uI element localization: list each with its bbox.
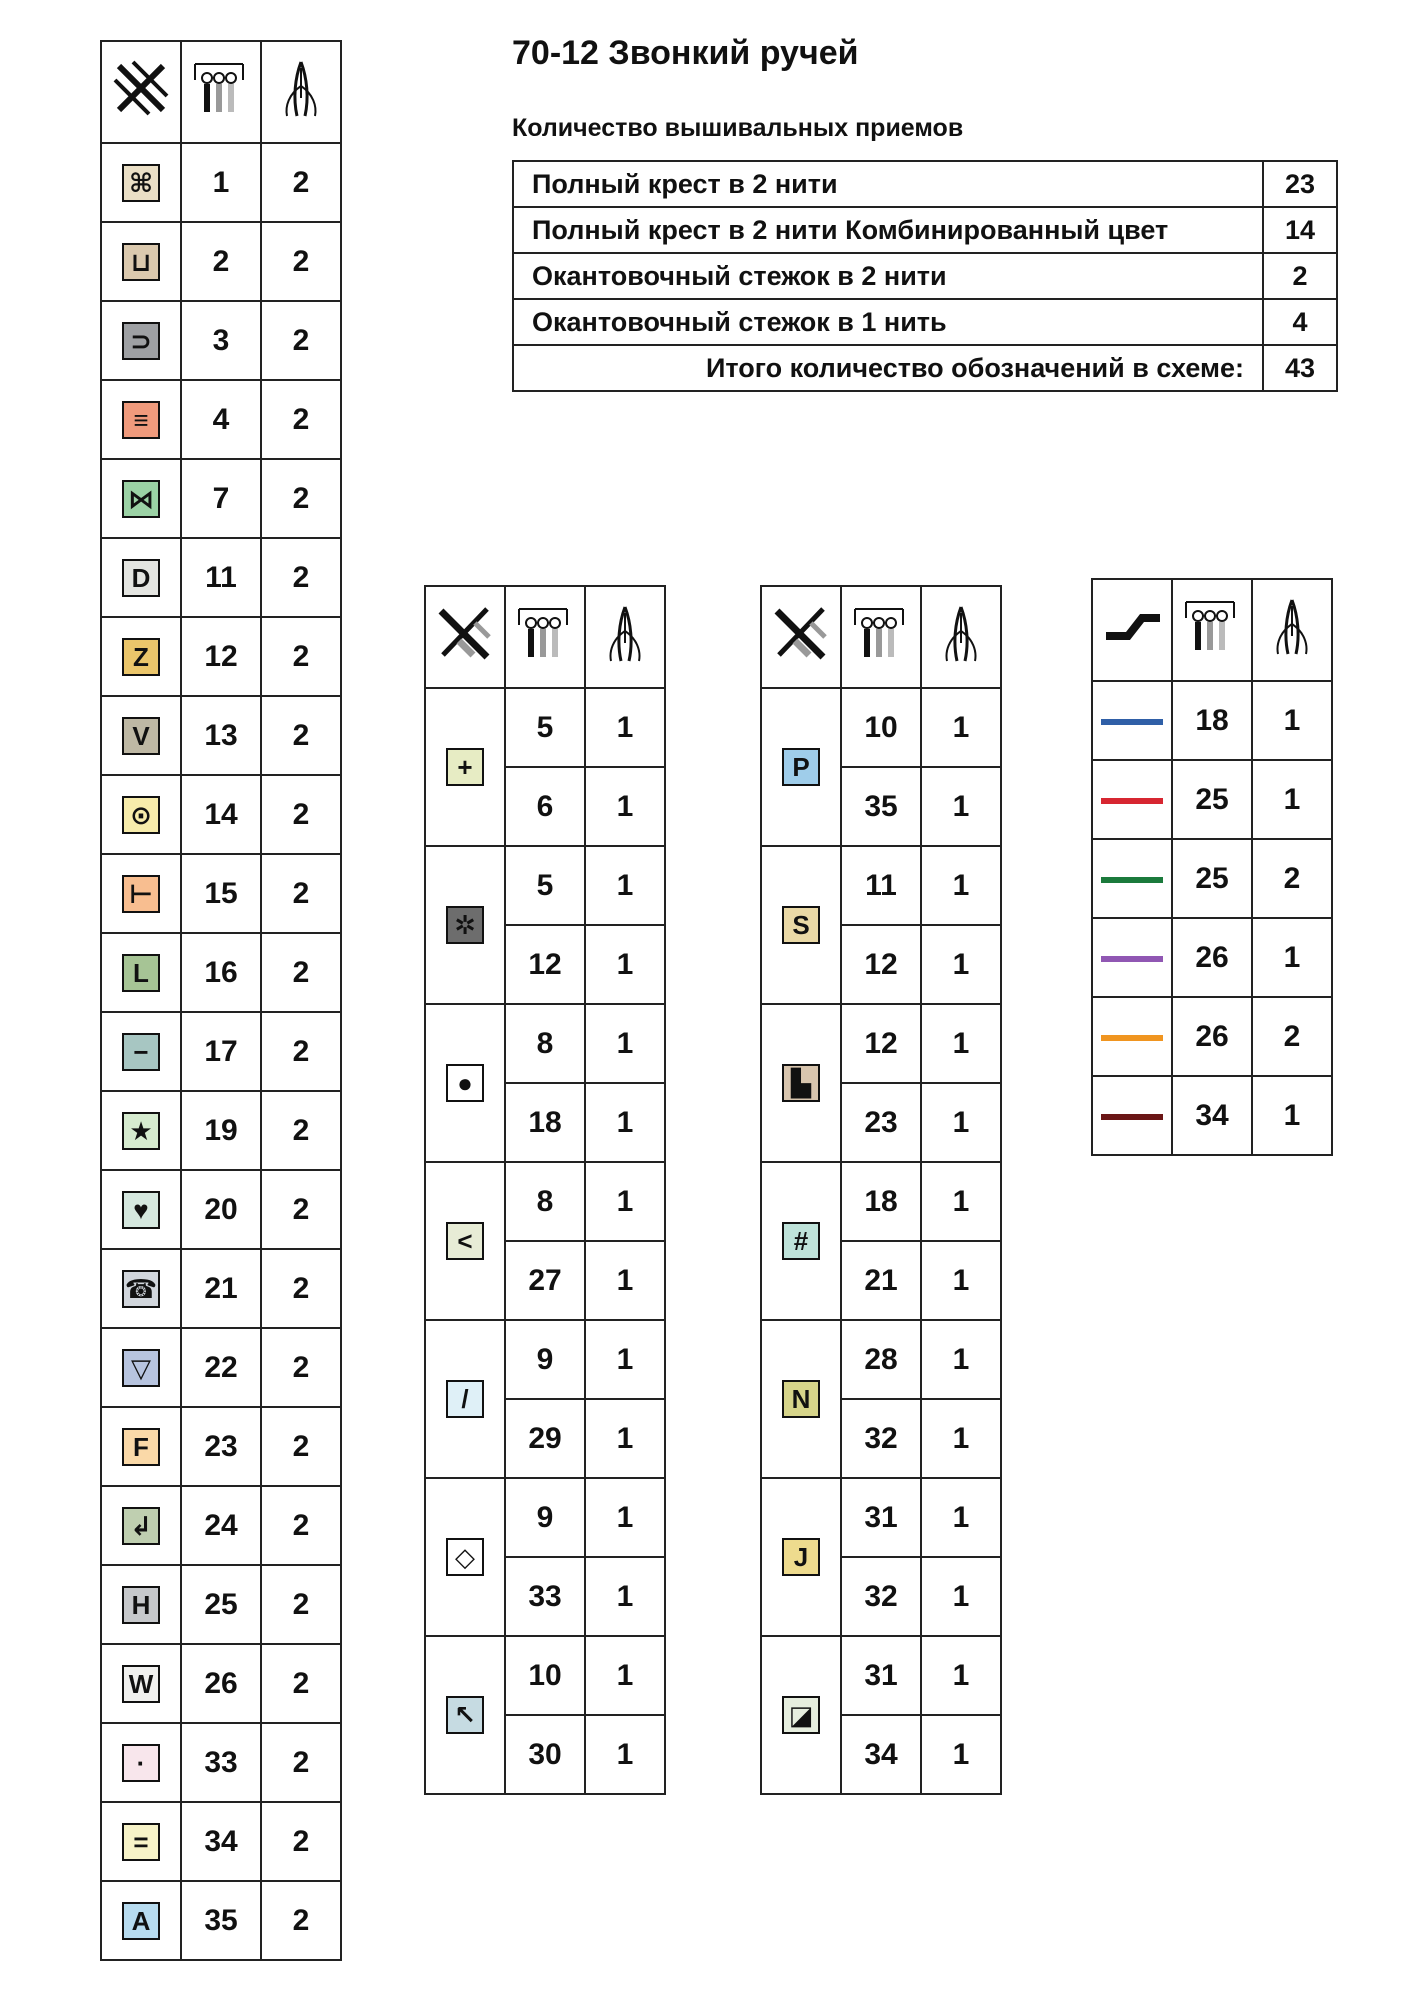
symbol-cell xyxy=(101,617,181,696)
thread-number: 4 xyxy=(181,380,261,459)
thread-number: 12 xyxy=(505,925,585,1004)
thread-number: 18 xyxy=(841,1162,921,1241)
symbol-swatch: F xyxy=(122,1428,160,1466)
key-row xyxy=(1092,681,1332,760)
symbol-swatch: ⊢ xyxy=(122,875,160,913)
strand-count: 2 xyxy=(261,1328,341,1407)
strand-count: 2 xyxy=(261,1723,341,1802)
thread-colors-icon xyxy=(181,41,261,143)
symbol-cell xyxy=(101,1012,181,1091)
thread-number: 12 xyxy=(181,617,261,696)
thread-number: 10 xyxy=(505,1636,585,1715)
symbol-cell xyxy=(425,1478,505,1636)
thread-number: 30 xyxy=(505,1715,585,1794)
key-row xyxy=(101,933,341,1012)
backstitch-line-cell xyxy=(1092,839,1172,918)
thread-number: 10 xyxy=(841,688,921,767)
symbol-cell xyxy=(101,933,181,1012)
thread-number: 33 xyxy=(181,1723,261,1802)
key-row xyxy=(101,301,341,380)
key-row xyxy=(101,1407,341,1486)
key-row xyxy=(425,846,665,925)
strand-count: 2 xyxy=(261,1565,341,1644)
thread-number: 18 xyxy=(1172,681,1252,760)
thread-number: 9 xyxy=(505,1478,585,1557)
key-row xyxy=(101,1881,341,1960)
thread-colors-icon xyxy=(505,586,585,688)
strand-count: 2 xyxy=(261,1802,341,1881)
summary-row xyxy=(513,299,1337,345)
symbol-swatch: J xyxy=(782,1538,820,1576)
thread-number: 34 xyxy=(181,1802,261,1881)
backstitch-line xyxy=(1101,798,1163,804)
thread-number: 26 xyxy=(181,1644,261,1723)
key-row xyxy=(101,1486,341,1565)
symbol-swatch: H xyxy=(122,1586,160,1624)
symbol-swatch: ● xyxy=(446,1064,484,1102)
symbol-swatch: W xyxy=(122,1665,160,1703)
key-row xyxy=(1092,1076,1332,1155)
needle-strands-icon xyxy=(1252,579,1332,681)
symbol-swatch: ⌘ xyxy=(122,164,160,202)
page-title: 70-12 Звонкий ручей xyxy=(512,34,859,72)
strand-count: 2 xyxy=(261,1170,341,1249)
summary-table xyxy=(512,160,1338,392)
thread-number: 25 xyxy=(181,1565,261,1644)
thread-number: 13 xyxy=(181,696,261,775)
key-row xyxy=(761,846,1001,925)
thread-colors-icon xyxy=(841,586,921,688)
thread-number: 26 xyxy=(1172,997,1252,1076)
symbol-cell xyxy=(101,459,181,538)
backstitch-line-cell xyxy=(1092,681,1172,760)
symbol-swatch: / xyxy=(446,1380,484,1418)
strand-count: 1 xyxy=(1252,918,1332,997)
strand-count: 2 xyxy=(261,301,341,380)
symbol-cell xyxy=(425,1162,505,1320)
symbol-cell xyxy=(761,1004,841,1162)
symbol-swatch: ★ xyxy=(122,1112,160,1150)
symbol-swatch: V xyxy=(122,717,160,755)
strand-count: 1 xyxy=(585,925,665,1004)
strand-count: 2 xyxy=(261,933,341,1012)
symbol-swatch: ◪ xyxy=(782,1696,820,1734)
symbol-cell xyxy=(761,1478,841,1636)
thread-number: 23 xyxy=(181,1407,261,1486)
key-row xyxy=(761,1320,1001,1399)
symbol-cell xyxy=(101,696,181,775)
strand-count: 2 xyxy=(261,854,341,933)
symbol-cell xyxy=(425,1636,505,1794)
backstitch-line-cell xyxy=(1092,760,1172,839)
backstitch-line-cell xyxy=(1092,918,1172,997)
thread-number: 18 xyxy=(505,1083,585,1162)
thread-number: 5 xyxy=(505,846,585,925)
strand-count: 2 xyxy=(261,380,341,459)
symbol-swatch: ☎ xyxy=(122,1270,160,1308)
symbol-swatch: − xyxy=(122,1033,160,1071)
symbol-cell xyxy=(101,1407,181,1486)
strand-count: 1 xyxy=(921,846,1001,925)
thread-number: 31 xyxy=(841,1478,921,1557)
strand-count: 2 xyxy=(261,459,341,538)
strand-count: 1 xyxy=(585,1557,665,1636)
key-row xyxy=(101,538,341,617)
thread-number: 8 xyxy=(505,1162,585,1241)
thread-number: 6 xyxy=(505,767,585,846)
symbol-cell xyxy=(101,538,181,617)
symbol-cell xyxy=(101,1644,181,1723)
thread-number: 17 xyxy=(181,1012,261,1091)
key-row xyxy=(425,688,665,767)
symbol-swatch: ⊃ xyxy=(122,322,160,360)
summary-value: 23 xyxy=(1263,161,1337,207)
blended-cross-icon xyxy=(425,586,505,688)
thread-number: 27 xyxy=(505,1241,585,1320)
symbol-cell xyxy=(425,688,505,846)
thread-number: 2 xyxy=(181,222,261,301)
key-row xyxy=(101,1012,341,1091)
symbol-cell xyxy=(101,1170,181,1249)
strand-count: 1 xyxy=(921,1004,1001,1083)
symbol-swatch: # xyxy=(782,1222,820,1260)
thread-number: 16 xyxy=(181,933,261,1012)
blended-key-table-2 xyxy=(760,585,1002,1795)
section-subtitle: Количество вышивальных приемов xyxy=(512,114,964,142)
thread-number: 23 xyxy=(841,1083,921,1162)
key-row xyxy=(101,1565,341,1644)
strand-count: 1 xyxy=(585,846,665,925)
strand-count: 1 xyxy=(585,1320,665,1399)
full-cross-key-table xyxy=(100,40,342,1961)
symbol-cell xyxy=(101,143,181,222)
summary-label: Полный крест в 2 нити Комбинированный цвет xyxy=(513,207,1263,253)
thread-number: 3 xyxy=(181,301,261,380)
key-row xyxy=(101,1644,341,1723)
key-row xyxy=(425,1636,665,1715)
thread-number: 35 xyxy=(181,1881,261,1960)
thread-number: 22 xyxy=(181,1328,261,1407)
thread-number: 29 xyxy=(505,1399,585,1478)
thread-number: 11 xyxy=(841,846,921,925)
strand-count: 1 xyxy=(585,1636,665,1715)
backstitch-line xyxy=(1101,1035,1163,1041)
symbol-cell xyxy=(761,1320,841,1478)
strand-count: 2 xyxy=(261,1012,341,1091)
strand-count: 1 xyxy=(921,1715,1001,1794)
key-row xyxy=(101,696,341,775)
strand-count: 2 xyxy=(261,696,341,775)
thread-number: 11 xyxy=(181,538,261,617)
strand-count: 2 xyxy=(261,222,341,301)
strand-count: 1 xyxy=(1252,681,1332,760)
backstitch-line xyxy=(1101,877,1163,883)
strand-count: 1 xyxy=(585,1162,665,1241)
strand-count: 2 xyxy=(261,143,341,222)
symbol-cell xyxy=(101,1486,181,1565)
thread-number: 14 xyxy=(181,775,261,854)
strand-count: 1 xyxy=(921,1083,1001,1162)
symbol-cell xyxy=(761,1162,841,1320)
key-row xyxy=(101,1802,341,1881)
key-row xyxy=(761,688,1001,767)
key-row xyxy=(1092,918,1332,997)
strand-count: 1 xyxy=(1252,1076,1332,1155)
strand-count: 1 xyxy=(921,1241,1001,1320)
thread-number: 9 xyxy=(505,1320,585,1399)
symbol-swatch: P xyxy=(782,748,820,786)
strand-count: 1 xyxy=(585,688,665,767)
symbol-cell xyxy=(101,854,181,933)
summary-row xyxy=(513,345,1337,391)
summary-row xyxy=(513,253,1337,299)
symbol-cell xyxy=(101,301,181,380)
backstitch-icon xyxy=(1092,579,1172,681)
summary-label: Окантовочный стежок в 2 нити xyxy=(513,253,1263,299)
strand-count: 1 xyxy=(921,1478,1001,1557)
symbol-cell xyxy=(101,1802,181,1881)
symbol-cell xyxy=(101,1565,181,1644)
thread-number: 31 xyxy=(841,1636,921,1715)
thread-colors-icon xyxy=(1172,579,1252,681)
summary-row xyxy=(513,207,1337,253)
strand-count: 1 xyxy=(921,1320,1001,1399)
strand-count: 1 xyxy=(921,1636,1001,1715)
symbol-swatch: ✲ xyxy=(446,906,484,944)
cross-stitch-icon xyxy=(101,41,181,143)
symbol-swatch: ↲ xyxy=(122,1507,160,1545)
strand-count: 1 xyxy=(1252,760,1332,839)
strand-count: 2 xyxy=(261,1407,341,1486)
strand-count: 2 xyxy=(261,1881,341,1960)
key-row xyxy=(101,222,341,301)
thread-number: 15 xyxy=(181,854,261,933)
symbol-swatch: ▽ xyxy=(122,1349,160,1387)
summary-value: 2 xyxy=(1263,253,1337,299)
key-row xyxy=(101,1328,341,1407)
blended-cross-icon xyxy=(761,586,841,688)
thread-number: 34 xyxy=(1172,1076,1252,1155)
symbol-cell xyxy=(101,1328,181,1407)
symbol-cell xyxy=(101,380,181,459)
thread-number: 20 xyxy=(181,1170,261,1249)
symbol-swatch: A xyxy=(122,1902,160,1940)
key-row xyxy=(425,1004,665,1083)
symbol-swatch: ≡ xyxy=(122,401,160,439)
strand-count: 1 xyxy=(585,1241,665,1320)
summary-label: Окантовочный стежок в 1 нить xyxy=(513,299,1263,345)
thread-number: 21 xyxy=(181,1249,261,1328)
key-row xyxy=(425,1478,665,1557)
strand-count: 1 xyxy=(921,767,1001,846)
symbol-cell xyxy=(101,1249,181,1328)
strand-count: 1 xyxy=(585,1715,665,1794)
key-row xyxy=(101,617,341,696)
thread-number: 5 xyxy=(505,688,585,767)
key-row xyxy=(101,854,341,933)
key-row xyxy=(1092,760,1332,839)
symbol-cell xyxy=(761,1636,841,1794)
symbol-cell xyxy=(761,846,841,1004)
key-row xyxy=(101,1723,341,1802)
symbol-cell xyxy=(101,1881,181,1960)
thread-number: 19 xyxy=(181,1091,261,1170)
symbol-swatch: + xyxy=(446,748,484,786)
symbol-cell xyxy=(425,1004,505,1162)
thread-number: 12 xyxy=(841,925,921,1004)
key-row xyxy=(761,1162,1001,1241)
summary-label: Полный крест в 2 нити xyxy=(513,161,1263,207)
key-row xyxy=(101,380,341,459)
needle-strands-icon xyxy=(585,586,665,688)
backstitch-line-cell xyxy=(1092,997,1172,1076)
thread-number: 25 xyxy=(1172,760,1252,839)
symbol-swatch: ↖ xyxy=(446,1696,484,1734)
backstitch-key-table xyxy=(1091,578,1333,1156)
thread-number: 26 xyxy=(1172,918,1252,997)
strand-count: 1 xyxy=(585,767,665,846)
needle-strands-icon xyxy=(921,586,1001,688)
backstitch-line xyxy=(1101,956,1163,962)
key-row xyxy=(101,775,341,854)
strand-count: 1 xyxy=(585,1004,665,1083)
symbol-swatch: = xyxy=(122,1823,160,1861)
key-row xyxy=(101,143,341,222)
strand-count: 2 xyxy=(261,1249,341,1328)
strand-count: 1 xyxy=(585,1478,665,1557)
symbol-swatch: · xyxy=(122,1744,160,1782)
symbol-cell xyxy=(425,1320,505,1478)
thread-number: 35 xyxy=(841,767,921,846)
thread-number: 34 xyxy=(841,1715,921,1794)
backstitch-line-cell xyxy=(1092,1076,1172,1155)
thread-number: 8 xyxy=(505,1004,585,1083)
symbol-swatch: D xyxy=(122,559,160,597)
backstitch-line xyxy=(1101,719,1163,725)
symbol-swatch: ⋈ xyxy=(122,480,160,518)
key-row xyxy=(425,1320,665,1399)
symbol-cell xyxy=(101,222,181,301)
thread-number: 28 xyxy=(841,1320,921,1399)
needle-strands-icon xyxy=(261,41,341,143)
symbol-swatch: Z xyxy=(122,638,160,676)
strand-count: 2 xyxy=(1252,839,1332,918)
strand-count: 1 xyxy=(921,1557,1001,1636)
strand-count: 1 xyxy=(921,1399,1001,1478)
key-row xyxy=(761,1478,1001,1557)
key-row xyxy=(101,1091,341,1170)
symbol-swatch: < xyxy=(446,1222,484,1260)
summary-value: 4 xyxy=(1263,299,1337,345)
symbol-cell xyxy=(101,1091,181,1170)
symbol-swatch: ▙ xyxy=(782,1064,820,1102)
thread-number: 32 xyxy=(841,1557,921,1636)
summary-value: 14 xyxy=(1263,207,1337,253)
symbol-swatch: S xyxy=(782,906,820,944)
symbol-swatch: ♥ xyxy=(122,1191,160,1229)
symbol-cell xyxy=(101,1723,181,1802)
strand-count: 2 xyxy=(261,775,341,854)
symbol-swatch: N xyxy=(782,1380,820,1418)
symbol-swatch: ⊙ xyxy=(122,796,160,834)
thread-number: 1 xyxy=(181,143,261,222)
key-row xyxy=(101,1170,341,1249)
strand-count: 2 xyxy=(261,1486,341,1565)
key-row xyxy=(761,1004,1001,1083)
thread-number: 7 xyxy=(181,459,261,538)
symbol-cell xyxy=(425,846,505,1004)
strand-count: 1 xyxy=(921,1162,1001,1241)
blended-key-table-1 xyxy=(424,585,666,1795)
strand-count: 2 xyxy=(1252,997,1332,1076)
strand-count: 1 xyxy=(921,688,1001,767)
symbol-cell xyxy=(101,775,181,854)
thread-number: 21 xyxy=(841,1241,921,1320)
key-row xyxy=(101,1249,341,1328)
strand-count: 2 xyxy=(261,1091,341,1170)
thread-number: 33 xyxy=(505,1557,585,1636)
strand-count: 2 xyxy=(261,538,341,617)
strand-count: 2 xyxy=(261,1644,341,1723)
key-row xyxy=(1092,839,1332,918)
symbol-swatch: ⊔ xyxy=(122,243,160,281)
backstitch-line xyxy=(1101,1114,1163,1120)
strand-count: 1 xyxy=(585,1083,665,1162)
key-row xyxy=(1092,997,1332,1076)
symbol-swatch: L xyxy=(122,954,160,992)
thread-number: 25 xyxy=(1172,839,1252,918)
thread-number: 32 xyxy=(841,1399,921,1478)
symbol-swatch: ◇ xyxy=(446,1538,484,1576)
strand-count: 1 xyxy=(585,1399,665,1478)
summary-label: Итого количество обозначений в схеме: xyxy=(513,345,1263,391)
thread-number: 12 xyxy=(841,1004,921,1083)
key-row xyxy=(761,1636,1001,1715)
key-row xyxy=(425,1162,665,1241)
summary-row xyxy=(513,161,1337,207)
thread-number: 24 xyxy=(181,1486,261,1565)
key-row xyxy=(101,459,341,538)
strand-count: 1 xyxy=(921,925,1001,1004)
strand-count: 2 xyxy=(261,617,341,696)
symbol-cell xyxy=(761,688,841,846)
summary-value: 43 xyxy=(1263,345,1337,391)
